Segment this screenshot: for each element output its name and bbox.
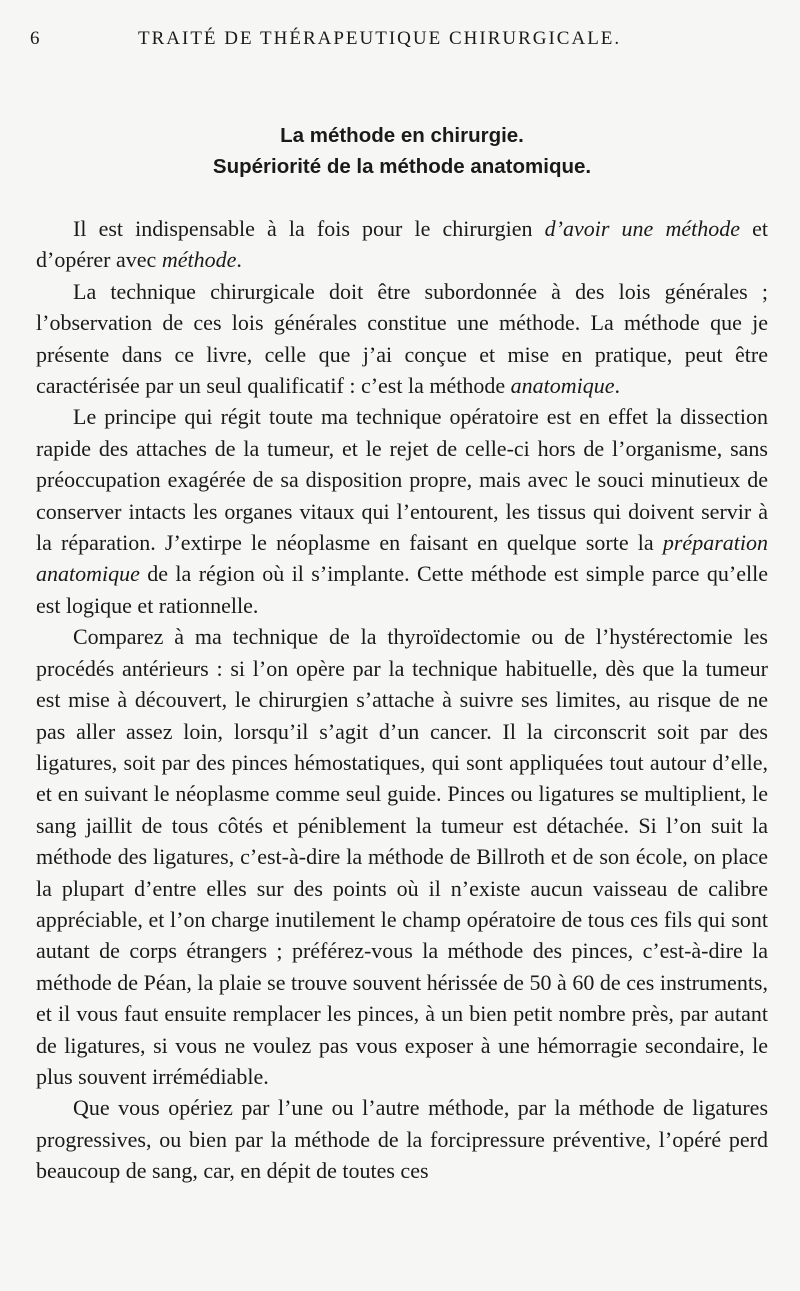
- paragraph: [36, 401, 768, 621]
- paragraph: [36, 213, 768, 276]
- body-text: [36, 213, 768, 1187]
- paragraph-text: de la région où il s’implante. Cette méthode est simple parce qu’elle est logique et rationnelle.: [36, 561, 768, 618]
- paragraph-text: et d’opérer avec: [36, 216, 768, 273]
- paragraph: [36, 621, 768, 1092]
- italic-text: anatomique: [510, 373, 615, 399]
- paragraph-text: .: [236, 247, 242, 273]
- italic-text: méthode: [161, 247, 237, 273]
- paragraph: [36, 1092, 768, 1186]
- paragraph-text: La technique chirurgicale doit être subordonnée à des lois générales ; l’observation de ces lois générales constitue une méthode. La méthode que je présente dans ce livre, celle que j’ai conçue et mise en pratique, peut être caractérisée par un seul qualificatif : c’est la méthode: [36, 278, 768, 399]
- italic-text: d’avoir une méthode: [544, 216, 740, 241]
- paragraph-text: Le principe qui régit toute ma technique opératoire est en effet la dissection rapide des attaches de la tumeur, et le rejet de celle-ci hors de l’organisme, sans préoccupation exagérée de sa disposition propre, mais avec le souci minutieux de conserver intacts les organes vitaux qui l’entourent, les tissus qui doivent servir à la réparation. J’extirpe le néoplasme en faisant en quelque sorte la: [36, 404, 768, 556]
- paragraph-text: Il est indispensable à la fois pour le chirurgien: [73, 216, 545, 241]
- paragraph-text: .: [614, 373, 620, 399]
- section-heading-line-1: La méthode en chirurgie.: [280, 124, 524, 147]
- paragraph-text: Comparez à ma technique de la thyroïdectomie ou de l’hystérectomie les procédés antérieurs : si l’on opère par la technique habituelle, dès que la tumeur est mise à découvert, le chirurgien s’attache à suivre ses limites, au risque de ne pas aller assez loin, lorsqu’il s’agit d’un cancer. Il la circonscrit soit par des ligatures, soit par des pinces hémostatiques, qui sont appliquées tout autour d’elle, et en suivant le néoplasme comme seul guide. Pinces ou ligatures se multiplient, le sang jaillit de tous côtés et péniblement la tumeur est détachée. Si l’on suit la méthode des ligatures, c’est-à-dire la méthode de Billroth et de son école, on place la plupart d’entre elles sur des points où il n’existe aucun vaisseau de calibre appréciable, et l’on charge inutilement le champ opératoire de tous ces fils qui sont autant de corps étrangers ; préférez-vous la méthode des pinces, c’est-à-dire la méthode de Péan, la plaie se trouve souvent hérissée de 50 à 60 de ces instruments, et il vous faut ensuite remplacer les pinces, à un bien petit nombre près, par autant de ligatures, si vous ne voulez pas vous exposer à une hémorragie secondaire, le plus souvent irrémédiable.: [36, 624, 768, 1089]
- paragraph-text: Que vous opériez par l’une ou l’autre méthode, par la méthode de ligatures progressives, ou bien par la méthode de la forcipressure préventive, l’opéré perd beaucoup de sang, car, en dépit de toutes ces: [36, 1095, 768, 1184]
- paragraph: [36, 276, 768, 402]
- page-number: 6: [30, 28, 42, 49]
- running-title: TRAITÉ DE THÉRAPEUTIQUE CHIRURGICALE.: [138, 28, 622, 49]
- running-head: [30, 28, 768, 54]
- section-heading-line-2: Supériorité de la méthode anatomique.: [212, 155, 592, 178]
- italic-text: préparation anatomique: [36, 530, 768, 587]
- section-heading: [36, 120, 768, 182]
